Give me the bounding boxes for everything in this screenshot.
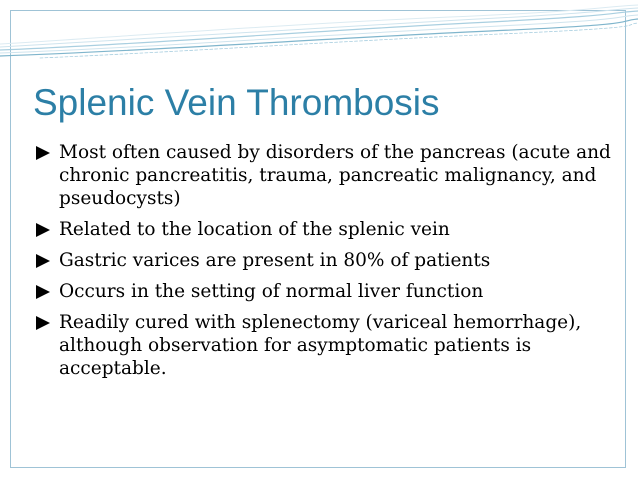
decorative-wave-lines bbox=[0, 0, 638, 70]
list-item bbox=[36, 280, 621, 303]
bullet-text: Gastric varices are present in 80% of patients bbox=[59, 250, 491, 271]
triangle-bullet-icon bbox=[36, 146, 50, 160]
list-item bbox=[36, 141, 621, 210]
triangle-bullet-icon bbox=[36, 254, 50, 268]
bullet-text: Occurs in the setting of normal liver function bbox=[59, 281, 484, 302]
wave-line bbox=[0, 8, 638, 47]
wave-line bbox=[0, 11, 638, 50]
slide-title: Splenic Vein Thrombosis bbox=[33, 82, 440, 123]
bullet-text: Most often caused by disorders of the pancreas (acute and chronic pancreatitis, trauma, pancreatic malignancy, and pseudocysts) bbox=[59, 142, 611, 209]
bullet-list bbox=[36, 141, 621, 388]
triangle-bullet-icon bbox=[36, 223, 50, 237]
list-item bbox=[36, 249, 621, 272]
triangle-bullet-icon bbox=[36, 316, 50, 330]
wave-line bbox=[0, 15, 638, 53]
list-item bbox=[36, 311, 621, 380]
bullet-text: Readily cured with splenectomy (variceal hemorrhage), although observation for asymptomatic patients is acceptable. bbox=[59, 312, 582, 379]
list-item bbox=[36, 218, 621, 241]
triangle-bullet-icon bbox=[36, 285, 50, 299]
wave-line bbox=[0, 5, 638, 44]
bullet-text: Related to the location of the splenic vein bbox=[59, 219, 450, 240]
